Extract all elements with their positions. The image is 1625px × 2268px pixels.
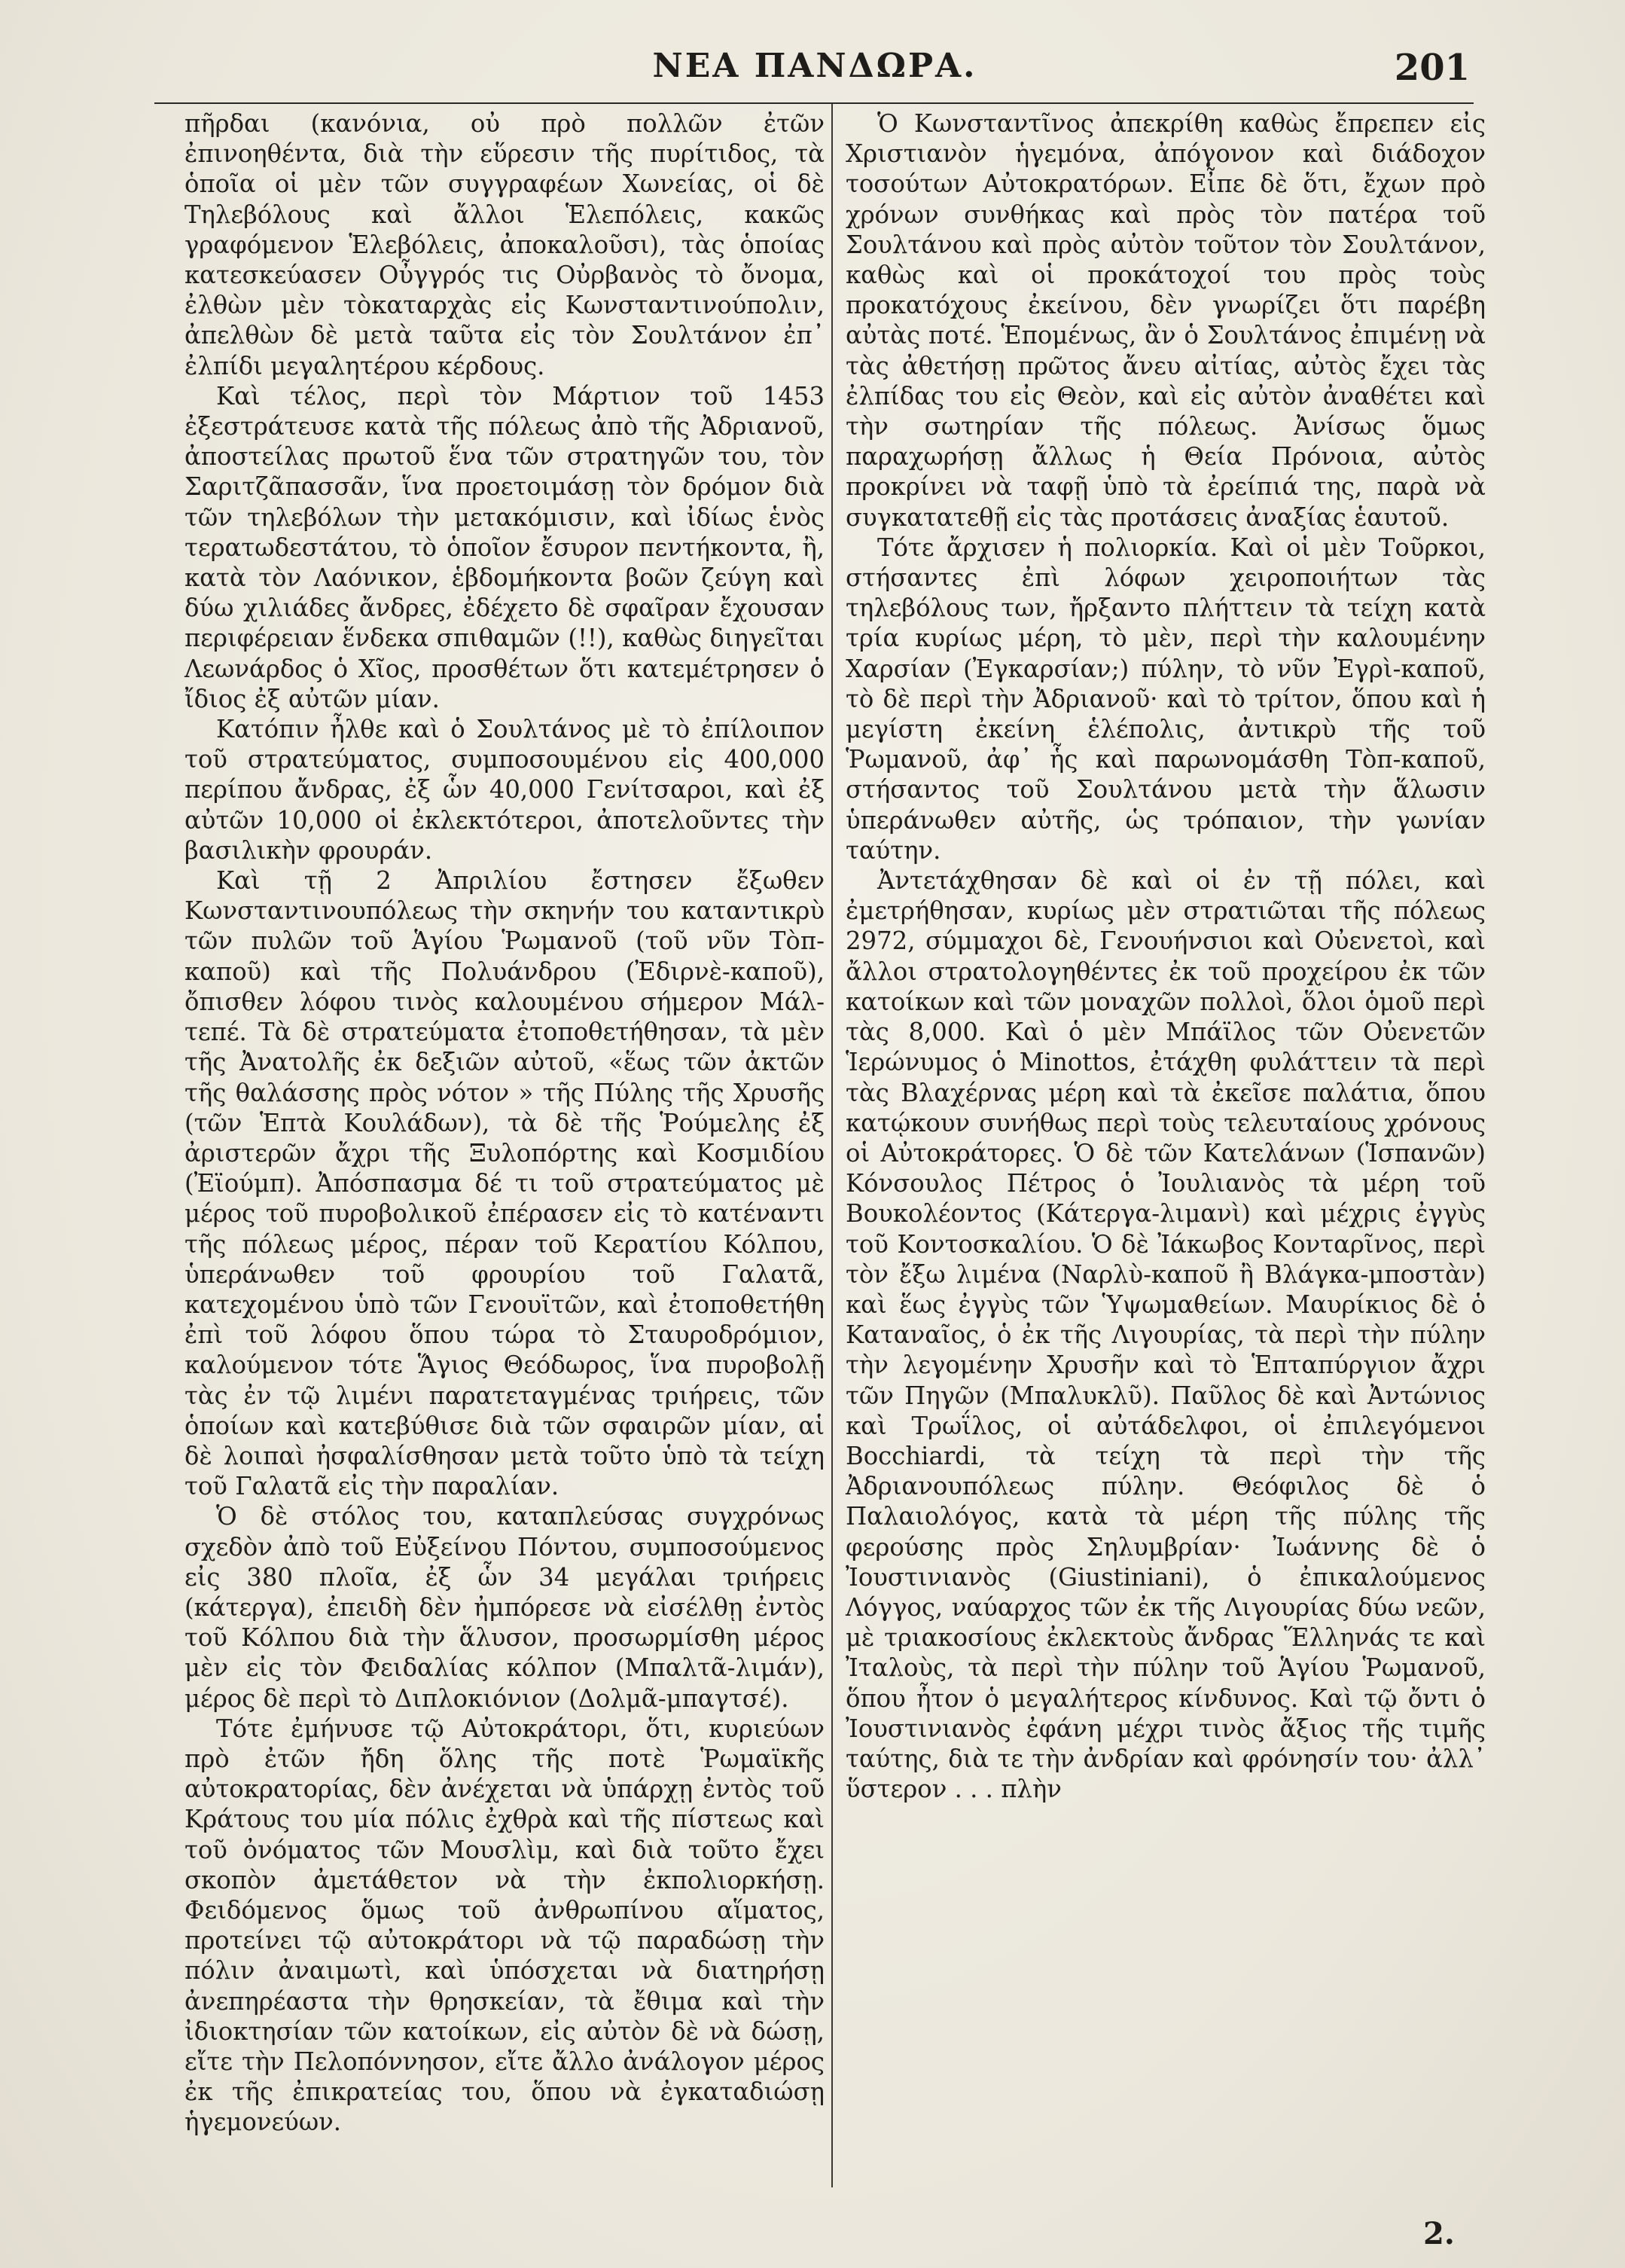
column-divider <box>831 104 833 2187</box>
paragraph: Ὁ δὲ στόλος του, καταπλεύσας συγχρόνως σχεδὸν ἀπὸ τοῦ Εὐξείνου Πόντου, συμποσούμενος εἰς 380 πλοῖα, ἐξ ὧν 34 μεγάλαι τριήρεις (κάτεργα), ἐπειδὴ δὲν ἠμπόρεσε νὰ εἰσέλθῃ ἐντὸς τοῦ Κόλπου διὰ τὴν ἅλυσον, προσωρμίσθη μέρος μὲν εἰς τὸν Φειδαλίας κόλπον (Μπαλτᾶ-λιμάν), μέρος δὲ περὶ τὸ Διπλοκιόνιον (Δολμᾶ-μπαγτσέ). <box>184 1502 825 1713</box>
page-header <box>160 47 1470 99</box>
paragraph: Κατόπιν ἦλθε καὶ ὁ Σουλτάνος μὲ τὸ ἐπίλοιπον τοῦ στρατεύματος, συμποσουμένου εἰς 400,000 περίπου ἄνδρας, ἐξ ὧν 40,000 Γενίτσαροι, καὶ ἐξ αὐτῶν 10,000 οἱ ἐκλεκτότεροι, ἀποτελοῦντες τὴν βασιλικὴν φρουράν. <box>184 715 825 865</box>
left-column <box>184 108 825 2138</box>
header-rule <box>154 102 1474 104</box>
right-column <box>846 108 1486 1804</box>
running-title: ΝΕΑ ΠΑΝΔΩΡΑ. <box>652 47 977 85</box>
page-number: 201 <box>1394 47 1470 89</box>
paragraph: Τότε ἐμήνυσε τῷ Αὐτοκράτορι, ὅτι, κυριεύων πρὸ ἐτῶν ἤδη ὅλης τῆς ποτὲ Ῥωμαϊκῆς αὐτοκρατορίας, δὲν ἀνέχεται νὰ ὑπάρχῃ ἐντὸς τοῦ Κράτους του μία πόλις ἐχθρὰ καὶ τῆς πίστεως καὶ τοῦ ὀνόματος τῶν Μουσλὶμ, καὶ διὰ τοῦτο ἔχει σκοπὸν ἀμετάθετον νὰ τὴν ἐκπολιορκήσῃ. Φειδόμενος ὅμως τοῦ ἀνθρωπίνου αἵματος, προτείνει τῷ αὐτοκράτορι νὰ τῷ παραδώσῃ τὴν πόλιν ἀναιμωτὶ, καὶ ὑπόσχεται νὰ διατηρήσῃ ἀνεπηρέαστα τὴν θρησκείαν, τὰ ἔθιμα καὶ τὴν ἰδιοκτησίαν τῶν κατοίκων, εἰς αὐτὸν δὲ νὰ δώσῃ, εἴτε τὴν Πελοπόννησον, εἴτε ἄλλο ἀνάλογον μέρος ἐκ τῆς ἐπικρατείας του, ὅπου νὰ ἐγκαταδιώσῃ ἡγεμονεύων. <box>184 1714 825 2137</box>
paragraph: Τότε ἄρχισεν ἡ πολιορκία. Καὶ οἱ μὲν Τοῦρκοι, στήσαντες ἐπὶ λόφων χειροποιήτων τὰς τηλεβόλους των, ἤρξαντο πλήττειν τὰ τείχη κατὰ τρία κυρίως μέρη, τὸ μὲν, περὶ τὴν καλουμένην Χαρσίαν (Ἐγκαρσίαν;) πύλην, τὸ νῦν Ἐγρὶ-καποῦ, τὸ δὲ περὶ τὴν Ἀδριανοῦ· καὶ τὸ τρίτον, ὅπου καὶ ἡ μεγίστη ἐκείνη ἑλέπολις, ἀντικρὺ τῆς τοῦ Ῥωμανοῦ, ἀφ᾽ ἧς καὶ παρωνομάσθη Τὸπ-καποῦ, στήσαντος τοῦ Σουλτάνου μετὰ τὴν ἅλωσιν ὑπεράνωθεν αὐτῆς, ὡς τρόπαιον, τὴν γωνίαν ταύτην. <box>846 533 1486 865</box>
paragraph: Καὶ τῇ 2 Ἀπριλίου ἔστησεν ἔξωθεν Κωνσταντινουπόλεως τὴν σκηνήν του καταντικρὺ τῶν πυλῶν τοῦ Ἁγίου Ῥωμανοῦ (τοῦ νῦν Τὸπ-καποῦ) καὶ τῆς Πολυάνδρου (Ἐδιρνὲ-καποῦ), ὄπισθεν λόφου τινὸς καλουμένου σήμερον Μάλ-τεπέ. Τὰ δὲ στρατεύματα ἐτοποθετήθησαν, τὰ μὲν τῆς Ἀνατολῆς ἐκ δεξιῶν αὐτοῦ, «ἕως τῶν ἀκτῶν τῆς θαλάσσης πρὸς νότον » τῆς Πύλης τῆς Χρυσῆς (τῶν Ἑπτὰ Κουλάδων), τὰ δὲ τῆς Ῥούμελης ἐξ ἀριστερῶν ἄχρι τῆς Ξυλοπόρτης καὶ Κοσμιδίου (Ἐϊούμπ). Ἀπόσπασμα δέ τι τοῦ στρατεύματος μὲ μέρος τοῦ πυροβολικοῦ ἐπέρασεν εἰς τὸ κατέναντι τῆς πόλεως μέρος, πέραν τοῦ Κερατίου Κόλπου, ὑπεράνωθεν τοῦ φρουρίου τοῦ Γαλατᾶ, κατεχομένου ὑπὸ τῶν Γενουϊτῶν, καὶ ἐτοποθετήθη ἐπὶ τοῦ λόφου ὅπου τώρα τὸ Σταυροδρόμιον, καλούμενον τότε Ἅγιος Θεόδωρος, ἵνα πυροβολῇ τὰς ἐν τῷ λιμένι παρατεταγμένας τριήρεις, τῶν ὁποίων καὶ κατεβύθισε διὰ τῶν σφαιρῶν μίαν, αἱ δὲ λοιπαὶ ἠσφαλίσθησαν μετὰ τοῦτο ὑπὸ τὰ τείχη τοῦ Γαλατᾶ εἰς τὴν παραλίαν. <box>184 866 825 1501</box>
paragraph: Καὶ τέλος, περὶ τὸν Μάρτιον τοῦ 1453 ἐξεστράτευσε κατὰ τῆς πόλεως ἀπὸ τῆς Ἀδριανοῦ, ἀποστείλας πρωτοῦ ἕνα τῶν στρατηγῶν του, τὸν Σαριτζᾶπασσᾶν, ἵνα προετοιμάσῃ τὸν δρόμον διὰ τῶν τηλεβόλων τὴν μετακόμισιν, καὶ ἰδίως ἑνὸς τερατωδεστάτου, τὸ ὁποῖον ἔσυρον πεντήκοντα, ἢ, κατὰ τὸν Λαόνικον, ἑβδομήκοντα βοῶν ζεύγη καὶ δύω χιλιάδες ἄνδρες, ἐδέχετο δὲ σφαῖραν ἔχουσαν περιφέρειαν ἕνδεκα σπιθαμῶν (!!), καθὼς διηγεῖται Λεωνάρδος ὁ Χῖος, προσθέτων ὅτι κατεμέτρησεν ὁ ἴδιος ἐξ αὐτῶν μίαν. <box>184 381 825 713</box>
paragraph: Ὁ Κωνσταντῖνος ἀπεκρίθη καθὼς ἔπρεπεν εἰς Χριστιανὸν ἡγεμόνα, ἀπόγονον καὶ διάδοχον τοσούτων Αὐτοκρατόρων. Εἶπε δὲ ὅτι, ἔχων πρὸ χρόνων συνθήκας καὶ πρὸς τὸν πατέρα τοῦ Σουλτάνου καὶ πρὸς αὐτὸν τοῦτον τὸν Σουλτάνον, καθὼς καὶ οἱ προκάτοχοί του πρὸς τοὺς προκατόχους ἐκείνου, δὲν γνωρίζει ὅτι παρέβη αὐτὰς ποτέ. Ἑπομένως, ἂν ὁ Σουλτάνος ἐπιμένῃ νὰ τὰς ἀθετήσῃ πρῶτος ἄνευ αἰτίας, αὐτὸς ἔχει τὰς ἐλπίδας του εἰς Θεὸν, καὶ εἰς αὐτὸν ἀναθέτει καὶ τὴν σωτηρίαν τῆς πόλεως. Ἀνίσως ὅμως παραχωρήσῃ ἄλλως ἡ Θεία Πρόνοια, αὐτὸς προκρίνει νὰ ταφῇ ὑπὸ τὰ ἐρείπιά της, παρὰ νὰ συγκατατεθῇ εἰς τὰς προτάσεις ἀναξίας ἑαυτοῦ. <box>846 109 1486 532</box>
signature-mark: 2. <box>1423 2216 1455 2251</box>
paragraph: Ἀντετάχθησαν δὲ καὶ οἱ ἐν τῇ πόλει, καὶ ἐμετρήθησαν, κυρίως μὲν στρατιῶται τῆς πόλεως 2972, σύμμαχοι δὲ, Γενουήνσιοι καὶ Οὐενετοὶ, καὶ ἄλλοι στρατολογηθέντες ἐκ τοῦ προχείρου ἐκ τῶν κατοίκων καὶ τῶν μοναχῶν πολλοὶ, ὅλοι ὁμοῦ περὶ τὰς 8,000. Καὶ ὁ μὲν Μπάϊλος τῶν Οὐενετῶν Ἱερώνυμος ὁ Minottos, ἐτάχθη φυλάττειν τὰ περὶ τὰς Βλαχέρνας μέρη καὶ τὰ ἐκεῖσε παλάτια, ὅπου κατῴκουν συνήθως περὶ τοὺς τελευταίους χρόνους οἱ Αὐτοκράτορες. Ὁ δὲ τῶν Κατελάνων (Ἱσπανῶν) Κόνσουλος Πέτρος ὁ Ἰουλιανὸς τὰ μέρη τοῦ Βουκολέοντος (Κάτεργα-λιμανὶ) καὶ μέχρις ἐγγὺς τοῦ Κοντοσκαλίου. Ὁ δὲ Ἰάκωβος Κονταρῖνος, περὶ τὸν ἔξω λιμένα (Ναρλὺ-καποῦ ἢ Βλάγκα-μποστὰν) καὶ ἕως ἐγγὺς τῶν Ὑψωμαθείων. Μαυρίκιος δὲ ὁ Καταναῖος, ὁ ἐκ τῆς Λιγουρίας, τὰ περὶ τὴν πύλην τὴν λεγομένην Χρυσῆν καὶ τὸ Ἑπταπύργιον ἄχρι τῶν Πηγῶν (Μπαλυκλῦ). Παῦλος δὲ καὶ Ἀντώνιος καὶ Τρωΐλος, οἱ αὐτάδελφοι, οἱ ἐπιλεγόμενοι Bocchiardi, τὰ τείχη τὰ περὶ τὴν τῆς Ἀδριανουπόλεως πύλην. Θεόφιλος δὲ ὁ Παλαιολόγος, κατὰ τὰ μέρη τῆς πύλης τῆς φερούσης πρὸς Σηλυμβρίαν· Ἰωάννης δὲ ὁ Ἰουστινιανὸς (Giustiniani), ὁ ἐπικαλούμενος Λόγγος, ναύαρχος τῶν ἐκ τῆς Λιγουρίας δύω νεῶν, μὲ τριακοσίους ἐκλεκτοὺς ἄνδρας Ἕλληνάς τε καὶ Ἰταλοὺς, τὰ περὶ τὴν πύλην τοῦ Ἁγίου Ῥωμανοῦ, ὅπου ἦτον ὁ μεγαλήτερος κίνδυνος. Καὶ τῷ ὄντι ὁ Ἰουστινιανὸς ἐφάνη μέχρι τινὸς ἄξιος τῆς τιμῆς ταύτης, διὰ τε τὴν ἀνδρίαν καὶ φρόνησίν του· ἀλλ᾽ ὕστερον . . . πλὴν <box>846 866 1486 1804</box>
paragraph: πῆρδαι (κανόνια, οὐ πρὸ πολλῶν ἐτῶν ἐπινοηθέντα, διὰ τὴν εὕρεσιν τῆς πυρίτιδος, τὰ ὁποῖα οἱ μὲν τῶν συγγραφέων Χωνείας, οἱ δὲ Τηλεβόλους καὶ ἄλλοι Ἑλεπόλεις, κακῶς γραφόμενον Ἑλεβόλεις, ἀποκαλοῦσι), τὰς ὁποίας κατεσκεύασεν Οὖγγρός τις Οὐρβανὸς τὸ ὄνομα, ἐλθὼν μὲν τὸκαταρχὰς εἰς Κωνσταντινούπολιν, ἀπελθὼν δὲ μετὰ ταῦτα εἰς τὸν Σουλτάνον ἐπ᾽ ἐλπίδι μεγαλητέρου κέρδους. <box>184 109 825 380</box>
